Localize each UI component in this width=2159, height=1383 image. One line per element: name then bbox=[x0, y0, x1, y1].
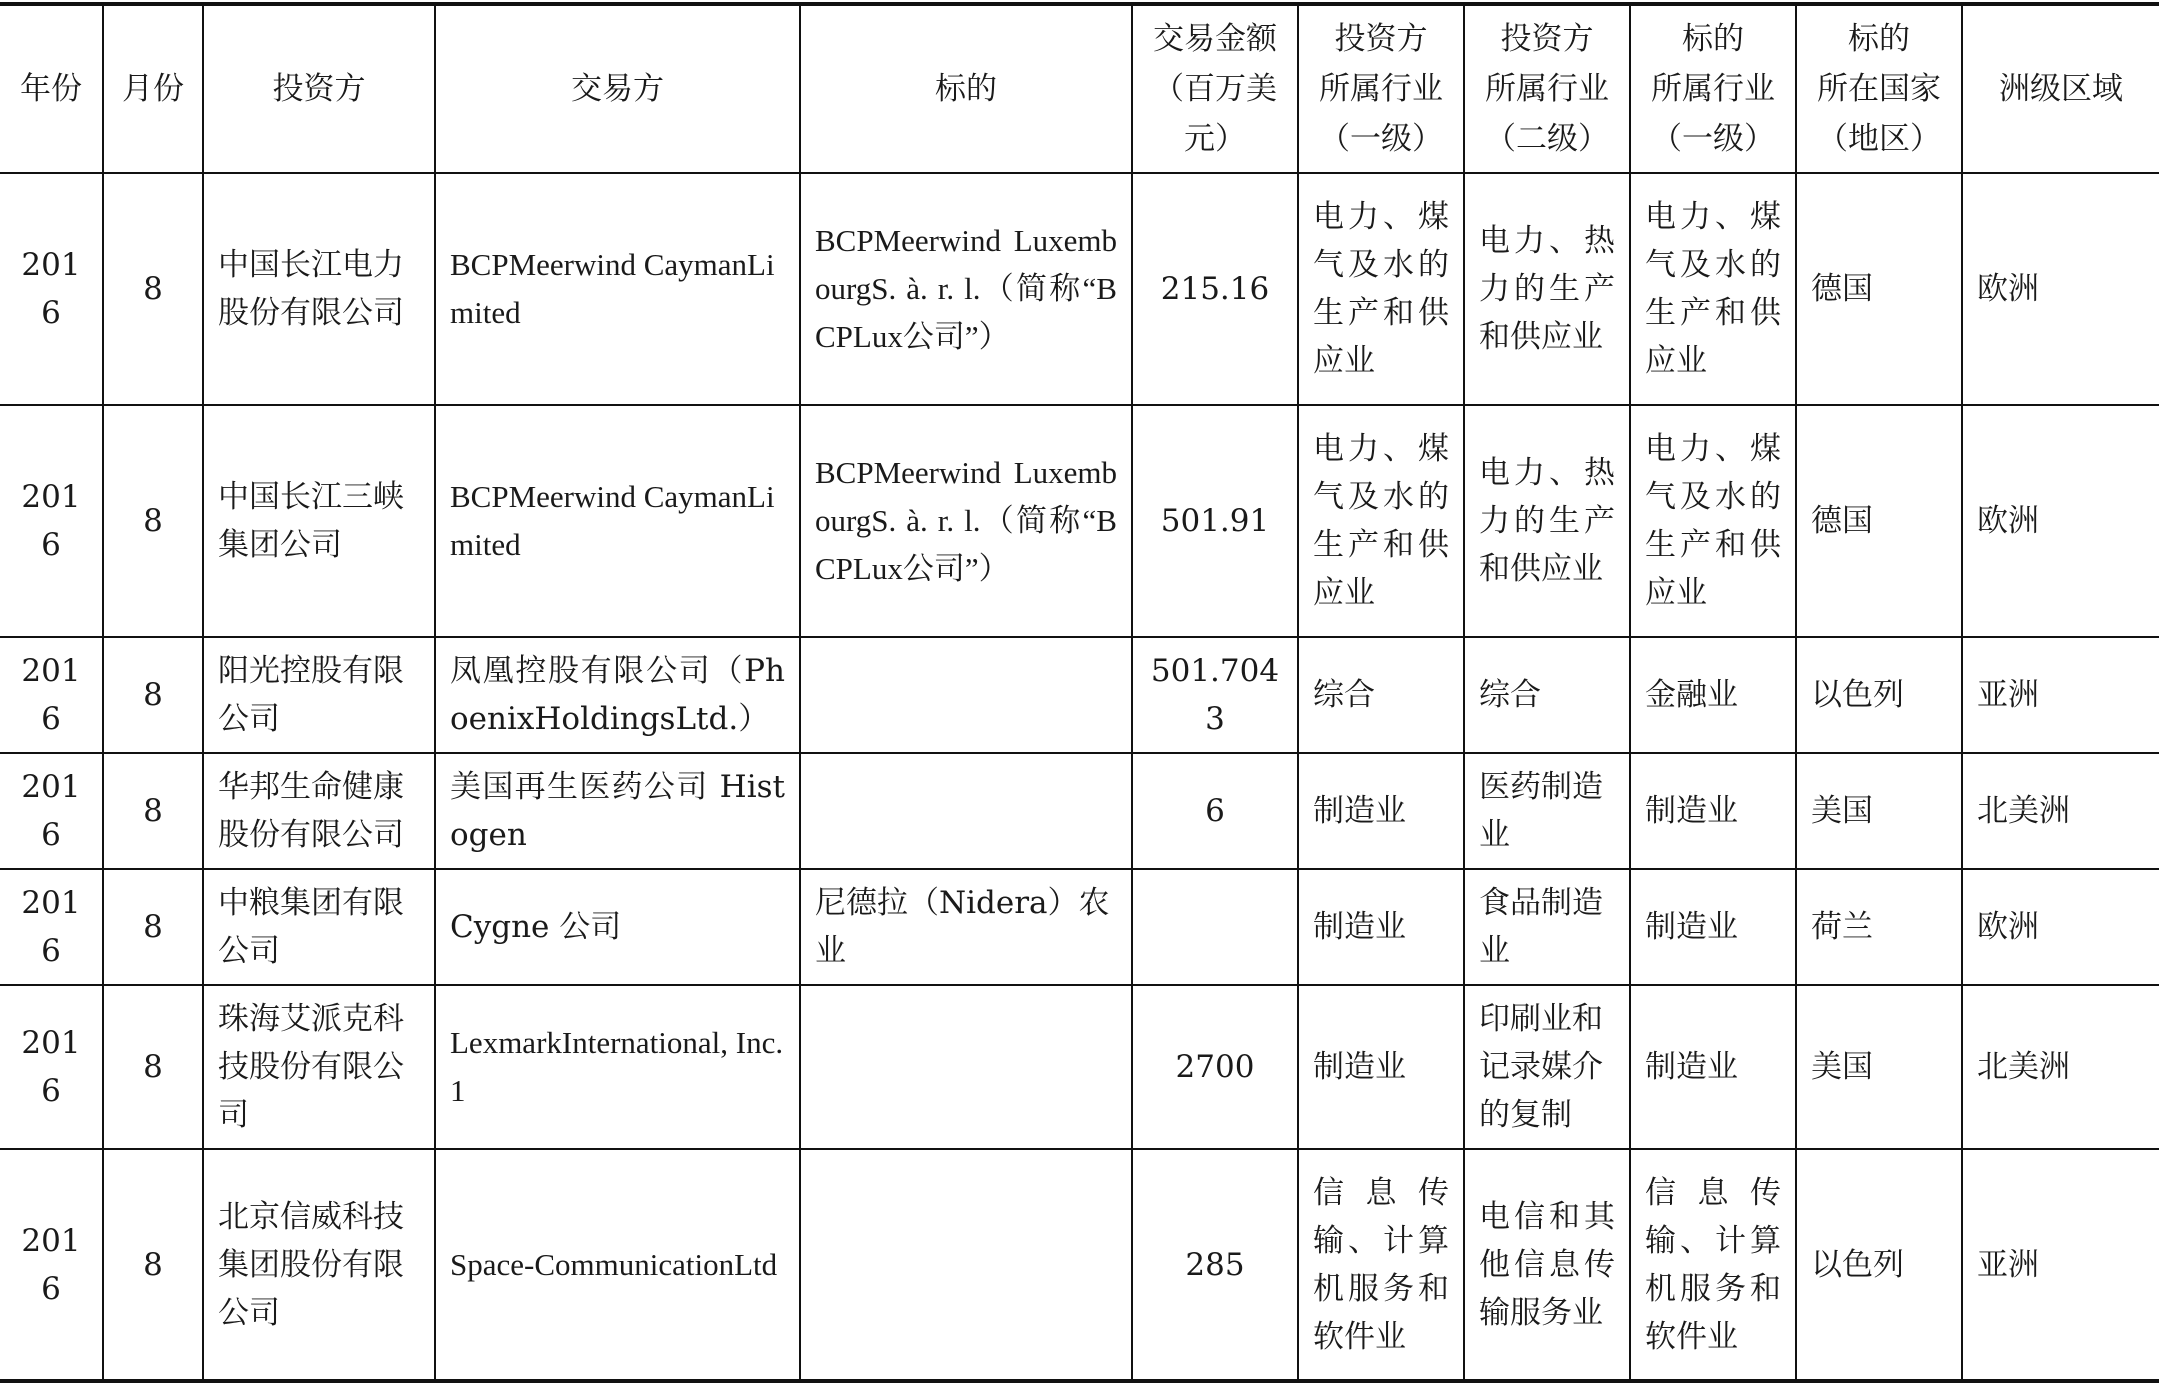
cell-target: BCPMeerwind LuxembourgS. à. r. l.（简称“BCPLux公司”） bbox=[800, 173, 1132, 405]
cell-target-industry-1: 电力、煤气及水的生产和供应业 bbox=[1630, 405, 1796, 637]
cell-investor: 中国长江电力股份有限公司 bbox=[203, 173, 435, 405]
cell-counterparty: BCPMeerwind CaymanLimited bbox=[435, 173, 800, 405]
cell-year: 2016 bbox=[0, 869, 103, 985]
cell-year: 2016 bbox=[0, 753, 103, 869]
cell-target-industry-1: 金融业 bbox=[1630, 637, 1796, 753]
cell-counterparty: Space-CommunicationLtd bbox=[435, 1149, 800, 1381]
cell-target-industry-1: 制造业 bbox=[1630, 869, 1796, 985]
header-target-industry-1: 标的 所属行业 （一级） bbox=[1630, 4, 1796, 173]
header-target: 标的 bbox=[800, 4, 1132, 173]
cell-month: 8 bbox=[103, 869, 203, 985]
cell-country: 美国 bbox=[1796, 985, 1962, 1149]
table-row bbox=[0, 869, 2159, 985]
header-amount: 交易金额 （百万美元） bbox=[1132, 4, 1298, 173]
cell-year: 2016 bbox=[0, 405, 103, 637]
header-investor-industry-2: 投资方 所属行业 （二级） bbox=[1464, 4, 1630, 173]
cell-target bbox=[800, 1149, 1132, 1381]
cell-region: 欧洲 bbox=[1962, 173, 2159, 405]
cell-investor-industry-1: 制造业 bbox=[1298, 869, 1464, 985]
table-row bbox=[0, 173, 2159, 405]
cell-country: 德国 bbox=[1796, 173, 1962, 405]
header-investor: 投资方 bbox=[203, 4, 435, 173]
cell-target bbox=[800, 985, 1132, 1149]
cell-target-industry-1: 制造业 bbox=[1630, 985, 1796, 1149]
cell-month: 8 bbox=[103, 637, 203, 753]
cell-amount: 501.91 bbox=[1132, 405, 1298, 637]
cell-investor: 中粮集团有限公司 bbox=[203, 869, 435, 985]
cell-month: 8 bbox=[103, 405, 203, 637]
cell-amount: 215.16 bbox=[1132, 173, 1298, 405]
cell-country: 德国 bbox=[1796, 405, 1962, 637]
cell-year: 2016 bbox=[0, 173, 103, 405]
cell-country: 以色列 bbox=[1796, 1149, 1962, 1381]
cell-region: 北美洲 bbox=[1962, 985, 2159, 1149]
cell-counterparty: 美国再生医药公司 Histogen bbox=[435, 753, 800, 869]
cell-counterparty: Cygne 公司 bbox=[435, 869, 800, 985]
cell-investor-industry-2: 医药制造业 bbox=[1464, 753, 1630, 869]
cell-region: 欧洲 bbox=[1962, 869, 2159, 985]
cell-investor-industry-2: 电力、热力的生产和供应业 bbox=[1464, 173, 1630, 405]
table-row bbox=[0, 753, 2159, 869]
table-row bbox=[0, 985, 2159, 1149]
cell-investor-industry-2: 食品制造业 bbox=[1464, 869, 1630, 985]
cell-month: 8 bbox=[103, 1149, 203, 1381]
header-counterparty: 交易方 bbox=[435, 4, 800, 173]
cell-investor-industry-2: 电信和其他信息传输服务业 bbox=[1464, 1149, 1630, 1381]
cell-investor-industry-1: 制造业 bbox=[1298, 753, 1464, 869]
header-target-country: 标的 所在国家 （地区） bbox=[1796, 4, 1962, 173]
cell-investor-industry-2: 印刷业和记录媒介的复制 bbox=[1464, 985, 1630, 1149]
cell-target: BCPMeerwind LuxembourgS. à. r. l.（简称“BCPLux公司”） bbox=[800, 405, 1132, 637]
cell-month: 8 bbox=[103, 753, 203, 869]
cell-amount: 6 bbox=[1132, 753, 1298, 869]
cell-target bbox=[800, 753, 1132, 869]
cell-target-industry-1: 制造业 bbox=[1630, 753, 1796, 869]
cell-country: 荷兰 bbox=[1796, 869, 1962, 985]
investment-table bbox=[0, 2, 2159, 1383]
cell-investor: 华邦生命健康股份有限公司 bbox=[203, 753, 435, 869]
cell-month: 8 bbox=[103, 173, 203, 405]
cell-investor-industry-1: 信息传输、计算机服务和软件业 bbox=[1298, 1149, 1464, 1381]
cell-amount bbox=[1132, 869, 1298, 985]
header-month: 月份 bbox=[103, 4, 203, 173]
cell-region: 欧洲 bbox=[1962, 405, 2159, 637]
cell-target-industry-1: 电力、煤气及水的生产和供应业 bbox=[1630, 173, 1796, 405]
header-investor-industry-1: 投资方 所属行业 （一级） bbox=[1298, 4, 1464, 173]
cell-amount: 2700 bbox=[1132, 985, 1298, 1149]
cell-investor-industry-1: 综合 bbox=[1298, 637, 1464, 753]
cell-investor: 珠海艾派克科技股份有限公司 bbox=[203, 985, 435, 1149]
cell-year: 2016 bbox=[0, 1149, 103, 1381]
cell-region: 北美洲 bbox=[1962, 753, 2159, 869]
cell-counterparty: LexmarkInternational, Inc. 1 bbox=[435, 985, 800, 1149]
table-row bbox=[0, 405, 2159, 637]
table-row bbox=[0, 637, 2159, 753]
cell-region: 亚洲 bbox=[1962, 1149, 2159, 1381]
header-row bbox=[0, 4, 2159, 173]
cell-amount: 501.7043 bbox=[1132, 637, 1298, 753]
cell-investor: 北京信威科技集团股份有限公司 bbox=[203, 1149, 435, 1381]
header-region: 洲级区域 bbox=[1962, 4, 2159, 173]
cell-investor-industry-2: 电力、热力的生产和供应业 bbox=[1464, 405, 1630, 637]
cell-target bbox=[800, 637, 1132, 753]
cell-counterparty: BCPMeerwind CaymanLimited bbox=[435, 405, 800, 637]
cell-amount: 285 bbox=[1132, 1149, 1298, 1381]
cell-investor-industry-1: 电力、煤气及水的生产和供应业 bbox=[1298, 173, 1464, 405]
cell-investor: 中国长江三峡集团公司 bbox=[203, 405, 435, 637]
cell-year: 2016 bbox=[0, 985, 103, 1149]
cell-investor: 阳光控股有限公司 bbox=[203, 637, 435, 753]
cell-investor-industry-2: 综合 bbox=[1464, 637, 1630, 753]
cell-target: 尼德拉（Nidera）农业 bbox=[800, 869, 1132, 985]
cell-region: 亚洲 bbox=[1962, 637, 2159, 753]
table-row bbox=[0, 1149, 2159, 1381]
cell-target-industry-1: 信息传输、计算机服务和软件业 bbox=[1630, 1149, 1796, 1381]
cell-year: 2016 bbox=[0, 637, 103, 753]
cell-month: 8 bbox=[103, 985, 203, 1149]
cell-counterparty: 凤凰控股有限公司（PhoenixHoldingsLtd.） bbox=[435, 637, 800, 753]
cell-country: 美国 bbox=[1796, 753, 1962, 869]
cell-investor-industry-1: 电力、煤气及水的生产和供应业 bbox=[1298, 405, 1464, 637]
cell-investor-industry-1: 制造业 bbox=[1298, 985, 1464, 1149]
header-year: 年份 bbox=[0, 4, 103, 173]
cell-country: 以色列 bbox=[1796, 637, 1962, 753]
